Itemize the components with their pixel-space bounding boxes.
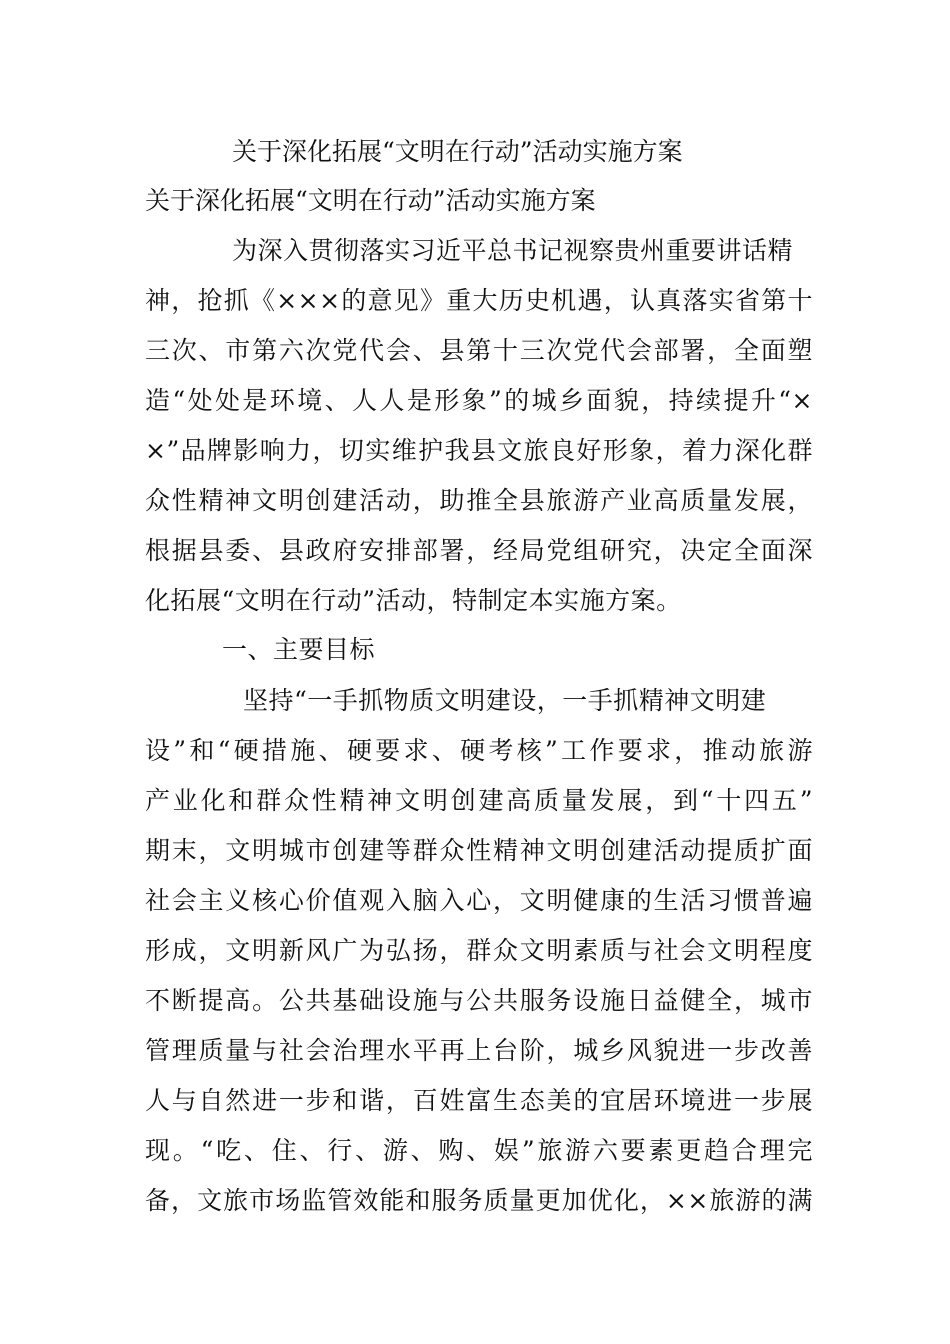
section-line: 设”和“硬措施、硬要求、硬考核”工作要求，推动旅游 (145, 736, 813, 765)
intro-line: 为深入贯彻落实习近平总书记视察贵州重要讲话精 (232, 236, 794, 265)
intro-line: 化拓展“文明在行动”活动，特制定本实施方案。 (145, 586, 682, 615)
section-heading: 一、主要目标 (222, 635, 376, 664)
intro-line: 根据县委、县政府安排部署，经局党组研究，决定全面深 (145, 536, 813, 565)
intro-line: 三次、市第六次党代会、县第十三次党代会部署，全面塑 (145, 336, 813, 365)
intro-line: 神，抢抓《×××的意见》重大历史机遇，认真落实省第十 (145, 286, 813, 315)
intro-line: 众性精神文明创建活动，助推全县旅游产业高质量发展， (145, 486, 813, 515)
section-line: 社会主义核心价值观入脑入心，文明健康的生活习惯普遍 (145, 886, 813, 915)
section-line: 备，文旅市场监管效能和服务质量更加优化，××旅游的满 (145, 1186, 813, 1215)
section-line: 形成，文明新风广为弘扬，群众文明素质与社会文明程度 (145, 936, 813, 965)
section-line: 期末，文明城市创建等群众性精神文明创建活动提质扩面 (145, 836, 813, 865)
section-line: 坚持“一手抓物质文明建设，一手抓精神文明建 (243, 686, 767, 715)
section-line: 产业化和群众性精神文明创建高质量发展，到“十四五” (145, 786, 813, 815)
section-line: 人与自然进一步和谐，百姓富生态美的宜居环境进一步展 (145, 1086, 813, 1115)
document-title: 关于深化拓展“文明在行动”活动实施方案 (232, 137, 683, 166)
intro-line: ×”品牌影响力，切实维护我县文旅良好形象，着力深化群 (145, 436, 813, 465)
document-subtitle: 关于深化拓展“文明在行动”活动实施方案 (145, 186, 596, 215)
section-line: 不断提高。公共基础设施与公共服务设施日益健全，城市 (145, 986, 813, 1015)
section-line: 现。“吃、住、行、游、购、娱”旅游六要素更趋合理完 (145, 1136, 813, 1165)
section-line: 管理质量与社会治理水平再上台阶，城乡风貌进一步改善 (145, 1036, 813, 1065)
intro-line: 造“处处是环境、人人是形象”的城乡面貌，持续提升“× (145, 386, 813, 415)
